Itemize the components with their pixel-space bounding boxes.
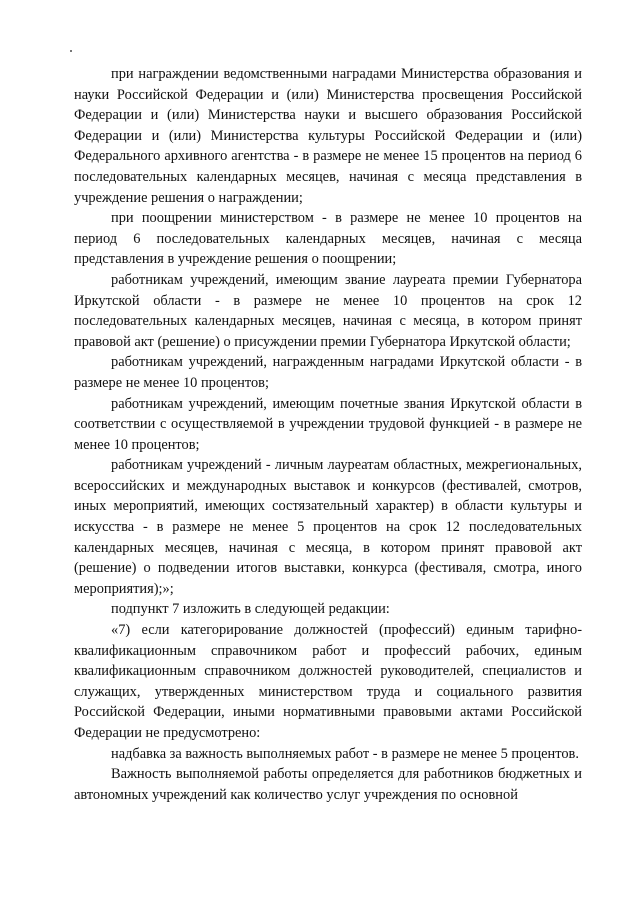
scan-speck [70, 50, 72, 52]
paragraph-award-ministry: при награждении ведомственными наградами Министерства образования и науки Российской Федерации и (или) Министерства просвещения Российской Федерации и (или) Министерства науки и высшего образования Российской Федерации и (или) Министерства культуры Российской Федерации и (или) Федерального архивного агентства - в размере не менее 15 процентов на период 6 последовательных календарных месяцев, начиная с месяца представления в учреждение решения о награждении; [74, 66, 582, 206]
paragraph-importance-bonus: надбавка за важность выполняемых работ - в размере не менее 5 процентов. [111, 745, 579, 762]
paragraph-subpoint-7: «7) если категорирование должностей (профессий) единым тарифно-квалификационным справочником работ и профессий рабочих, единым квалификационным справочником должностей руководителей, специалистов и служащих, утвержденных министерством труда и социального развития Российской Федерации, иными нормативными правовыми актами Российской Федерации не предусмотрено: [74, 622, 582, 741]
paragraph-governor-prize: работникам учреждений, имеющим звание лауреата премии Губернатора Иркутской области - в размере не менее 10 процентов на срок 12 последовательных календарных месяцев, начиная с месяца, в котором принят правовой акт (решение) о присуждении премии Губернатора Иркутской области; [74, 271, 582, 350]
paragraph-honorary-titles: работникам учреждений, имеющим почетные звания Иркутской области в соответствии с осуществляемой в учреждении трудовой функцией - в размере не менее 10 процентов; [74, 395, 582, 453]
paragraph-importance-definition: Важность выполняемой работы определяется для работников бюджетных и автономных учреждений как количество услуг учреждения по основной [74, 766, 582, 803]
paragraph-regional-awards: работникам учреждений, награжденным наградами Иркутской области - в размере не менее 10 процентов; [74, 354, 582, 391]
paragraph-competition-laureates: работникам учреждений - личным лауреатам областных, межрегиональных, всероссийских и международных выставок и конкурсов (фестивалей, смотров, иных мероприятий, имеющих состязательный характер) в области культуры и искусства - в размере не менее 5 процентов на срок 12 последовательных календарных месяцев, начиная с месяца, в котором принят правовой акт (решение) о подведении итогов выставки, конкурса (фестиваля, смотра, иного мероприятия);»; [74, 457, 582, 597]
paragraph-encouragement: при поощрении министерством - в размере не менее 10 процентов на период 6 последовательных календарных месяцев, начиная с месяца представления в учреждение решения о поощрении; [74, 210, 582, 268]
paragraph-subpoint-7-intro: подпункт 7 изложить в следующей редакции: [111, 601, 390, 618]
